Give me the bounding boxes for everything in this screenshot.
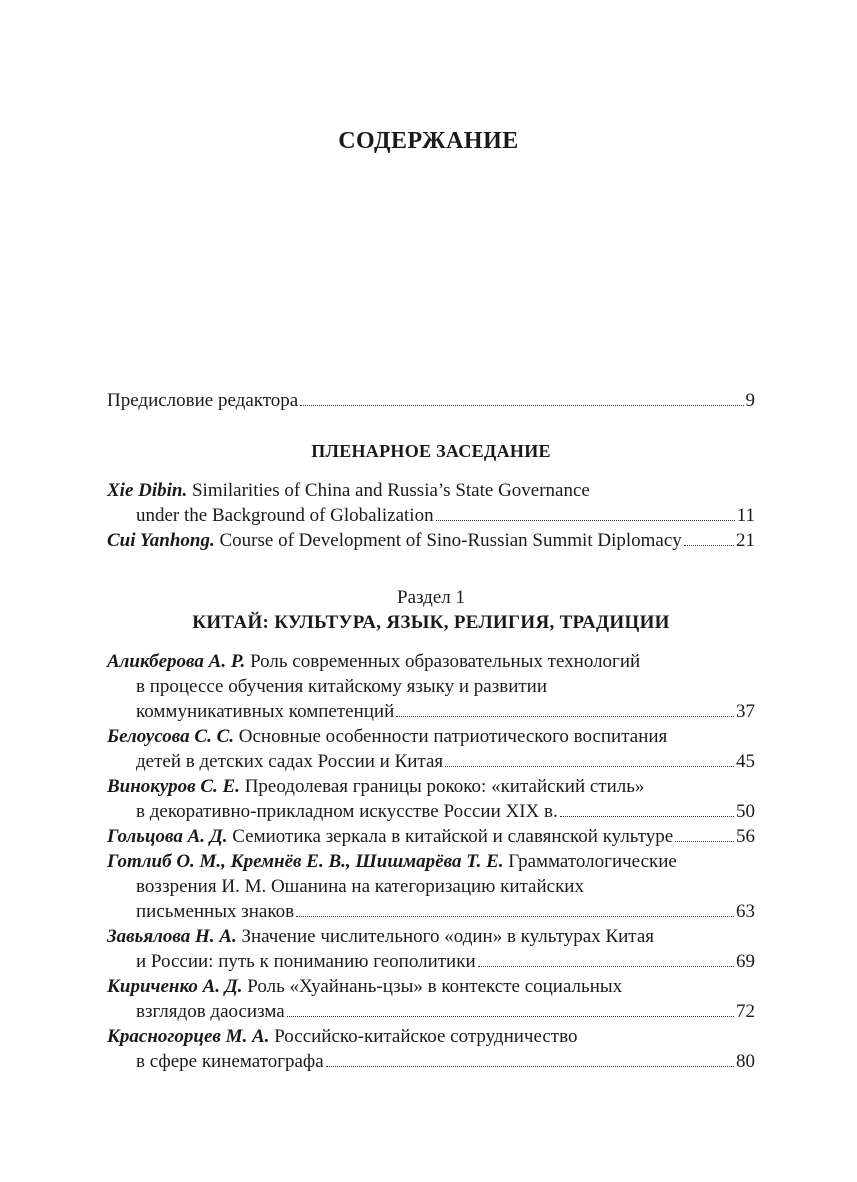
entry-title: Преодолевая границы рококо: «китайский стиль» [244, 776, 645, 797]
toc-entry [107, 1024, 755, 1074]
entry-title: Роль современных образовательных технологий [250, 651, 641, 672]
entry-author: Красногорцев М. А. [107, 1026, 270, 1047]
toc-entry [107, 774, 755, 824]
page-number: 50 [736, 801, 755, 822]
entry-title-continuation: в процессе обучения китайскому языку и развитии [136, 676, 548, 697]
page-number: 21 [736, 530, 755, 551]
toc-entry-preface [107, 388, 755, 413]
entry-author: Завьялова Н. А. [107, 926, 237, 947]
entry-title: Семиотика зеркала в китайской и славянской культуре [232, 826, 674, 847]
entry-author: Cui Yanhong. [107, 530, 215, 551]
dot-leader [396, 716, 734, 717]
page-number: 45 [736, 751, 755, 772]
entry-title: Предисловие редактора [107, 390, 299, 411]
entry-author: Xie Dibin. [107, 480, 188, 501]
dot-leader [300, 405, 743, 406]
dot-leader [478, 966, 734, 967]
toc-entry [107, 528, 755, 553]
plenary-heading: ПЛЕНАРНОЕ ЗАСЕДАНИЕ [311, 441, 551, 461]
entry-author: Кириченко А. Д. [107, 976, 243, 997]
toc-entry [107, 824, 755, 849]
entry-title: Course of Development of Sino-Russian Summit Diplomacy [219, 530, 682, 551]
toc-entry [107, 924, 755, 974]
entry-title-continuation: under the Background of Globalization [136, 505, 434, 526]
entry-title-continuation: в сфере кинематографа [136, 1051, 324, 1072]
entry-title-continuation: взглядов даосизма [136, 1001, 285, 1022]
entry-author: Винокуров С. Е. [107, 776, 240, 797]
entry-title: Российско-китайское сотрудничество [274, 1026, 578, 1047]
entry-title-continuation: детей в детских садах России и Китая [136, 751, 444, 772]
entry-title-continuation: коммуникативных компетенций [136, 701, 395, 722]
toc-entry [107, 849, 755, 924]
page-number: 63 [736, 901, 755, 922]
entry-title-continuation: и России: путь к пониманию геополитики [136, 951, 476, 972]
dot-leader [675, 841, 734, 842]
section-label: Раздел 1 [397, 587, 465, 608]
entry-title-continuation: письменных знаков [136, 901, 295, 922]
entry-author: Готлиб О. М., Кремнёв Е. В., Шишмарёва Т. Е. [107, 851, 504, 872]
entry-title-continuation: воззрения И. М. Ошанина на категоризацию китайских [136, 876, 584, 897]
dot-leader [445, 766, 734, 767]
page-number: 72 [736, 1001, 755, 1022]
entry-title: Грамматологические [508, 851, 677, 872]
entry-author: Аликберова А. Р. [107, 651, 246, 672]
dot-leader [326, 1066, 734, 1067]
page-number: 9 [745, 390, 755, 411]
entry-title-continuation: в декоративно-прикладном искусстве России XIX в. [136, 801, 558, 822]
toc-entry [107, 649, 755, 724]
page-number: 80 [736, 1051, 755, 1072]
entry-title: Основные особенности патриотического воспитания [238, 726, 668, 747]
dot-leader [296, 916, 734, 917]
page-number: 56 [736, 826, 755, 847]
entry-title: Значение числительного «один» в культурах Китая [241, 926, 655, 947]
entry-title: Роль «Хуайнань-цзы» в контексте социальных [247, 976, 623, 997]
dot-leader [436, 520, 735, 521]
dot-leader [287, 1016, 734, 1017]
dot-leader [560, 816, 734, 817]
entry-author: Гольцова А. Д. [107, 826, 228, 847]
page-number: 11 [736, 505, 755, 526]
table-of-contents [107, 388, 755, 1074]
page-number: 37 [736, 701, 755, 722]
section-title: КИТАЙ: КУЛЬТУРА, ЯЗЫК, РЕЛИГИЯ, ТРАДИЦИИ [192, 612, 670, 633]
toc-entry [107, 724, 755, 774]
entry-author: Белоусова С. С. [107, 726, 234, 747]
page-number: 69 [736, 951, 755, 972]
dot-leader [684, 545, 734, 546]
entry-title: Similarities of China and Russia’s State Governance [191, 480, 590, 501]
toc-entry [107, 974, 755, 1024]
toc-entry [107, 478, 755, 528]
page-title: СОДЕРЖАНИЕ [338, 128, 519, 154]
